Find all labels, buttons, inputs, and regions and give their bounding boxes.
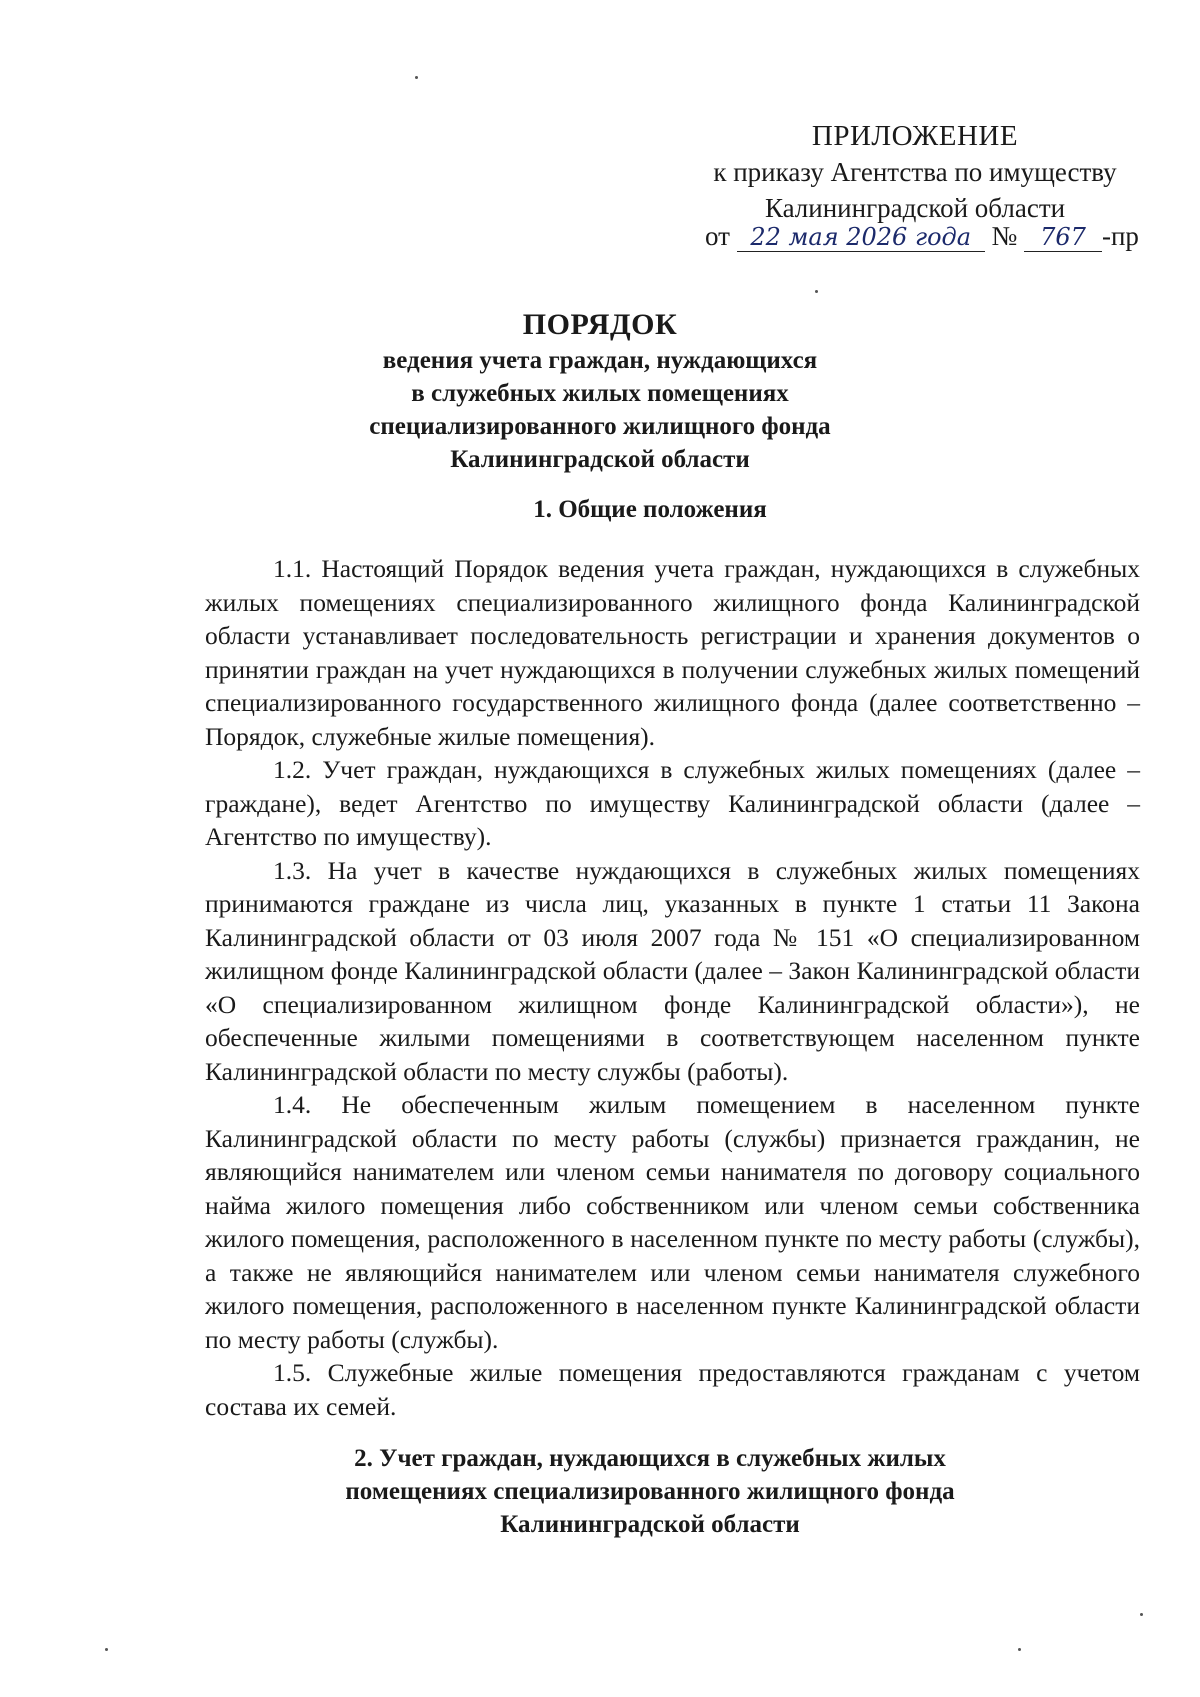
scan-speck <box>815 290 818 293</box>
section-2-heading-line: 2. Учет граждан, нуждающихся в служебных жилых <box>354 1445 946 1472</box>
appendix-line-2: Калининградской области <box>764 193 1066 223</box>
scan-speck <box>1140 1613 1143 1616</box>
appendix-block <box>700 118 1130 226</box>
scan-speck <box>105 1648 108 1651</box>
paragraph-1-2: 1.2. Учет граждан, нуждающихся в служебных жилых помещениях (далее – граждане), ведет Агентство по имуществу Калининградской области (далее – Агентство по имуществу). <box>205 755 1140 851</box>
section-1-body <box>205 552 1140 1423</box>
paragraph-1-3: 1.3. На учет в качестве нуждающихся в служебных жилых помещениях принимаются граждане из числа лиц, указанных в пункте 1 статьи 11 Закона Калининградской области от 03 июля 2007 года № 151 «О специализированном жилищном фонде Калининградской области (далее – Закон Калининградской области «О специализированном жилищном фонде Калининградской области»), не обеспеченные жилыми помещениями в соответствующем населенном пункте Калининградской области по месту службы (работы). <box>205 855 1140 1086</box>
subtitle-line: в служебных жилых помещениях <box>411 380 789 407</box>
section-2-heading <box>200 1442 1100 1541</box>
subtitle-line: Калининградской области <box>450 446 750 473</box>
handwritten-number: 767 <box>1024 223 1102 252</box>
section-1-heading: 1. Общие положения <box>533 496 767 523</box>
scan-speck <box>415 76 418 79</box>
appendix-line-1: к приказу Агентства по имуществу <box>713 157 1117 187</box>
order-date-number-line <box>705 218 1139 254</box>
document-subtitle <box>300 344 900 476</box>
scan-speck <box>1018 1648 1021 1651</box>
subtitle-line: ведения учета граждан, нуждающихся <box>382 347 818 374</box>
number-suffix: -пр <box>1101 221 1139 251</box>
handwritten-date: 22 мая 2026 года <box>737 223 985 252</box>
number-label: № <box>991 221 1018 251</box>
paragraph-1-5: 1.5. Служебные жилые помещения предоставляются гражданам с учетом состава их семей. <box>205 1358 1140 1421</box>
paragraph-1-4: 1.4. Не обеспеченным жилым помещением в населенном пункте Калининградской области по месту работы (службы) признается гражданин, не являющийся нанимателем или членом семьи нанимателя по договору социального найма жилого помещения либо собственником или членом семьи собственника жилого помещения, расположенного в населенном пункте по месту работы (службы), а также не являющийся нанимателем или членом семьи нанимателя служебного жилого помещения, расположенного в населенном пункте Калининградской области по месту работы (службы). <box>205 1090 1140 1354</box>
subtitle-line: специализированного жилищного фонда <box>369 413 831 440</box>
section-2-heading-line: Калининградской области <box>500 1511 800 1538</box>
document-title: ПОРЯДОК <box>522 308 678 341</box>
appendix-title: ПРИЛОЖЕНИЕ <box>811 120 1019 152</box>
from-label: от <box>705 221 730 251</box>
paragraph-1-1: 1.1. Настоящий Порядок ведения учета граждан, нуждающихся в служебных жилых помещениях специализированного жилищного фонда Калининградской области устанавливает последовательность регистрации и хранения документов о принятии граждан на учет нуждающихся в получении служебных жилых помещений специализированного государственного жилищного фонда (далее соответственно – Порядок, служебные жилые помещения). <box>205 554 1140 751</box>
section-2-heading-line: помещениях специализированного жилищного фонда <box>345 1478 955 1505</box>
